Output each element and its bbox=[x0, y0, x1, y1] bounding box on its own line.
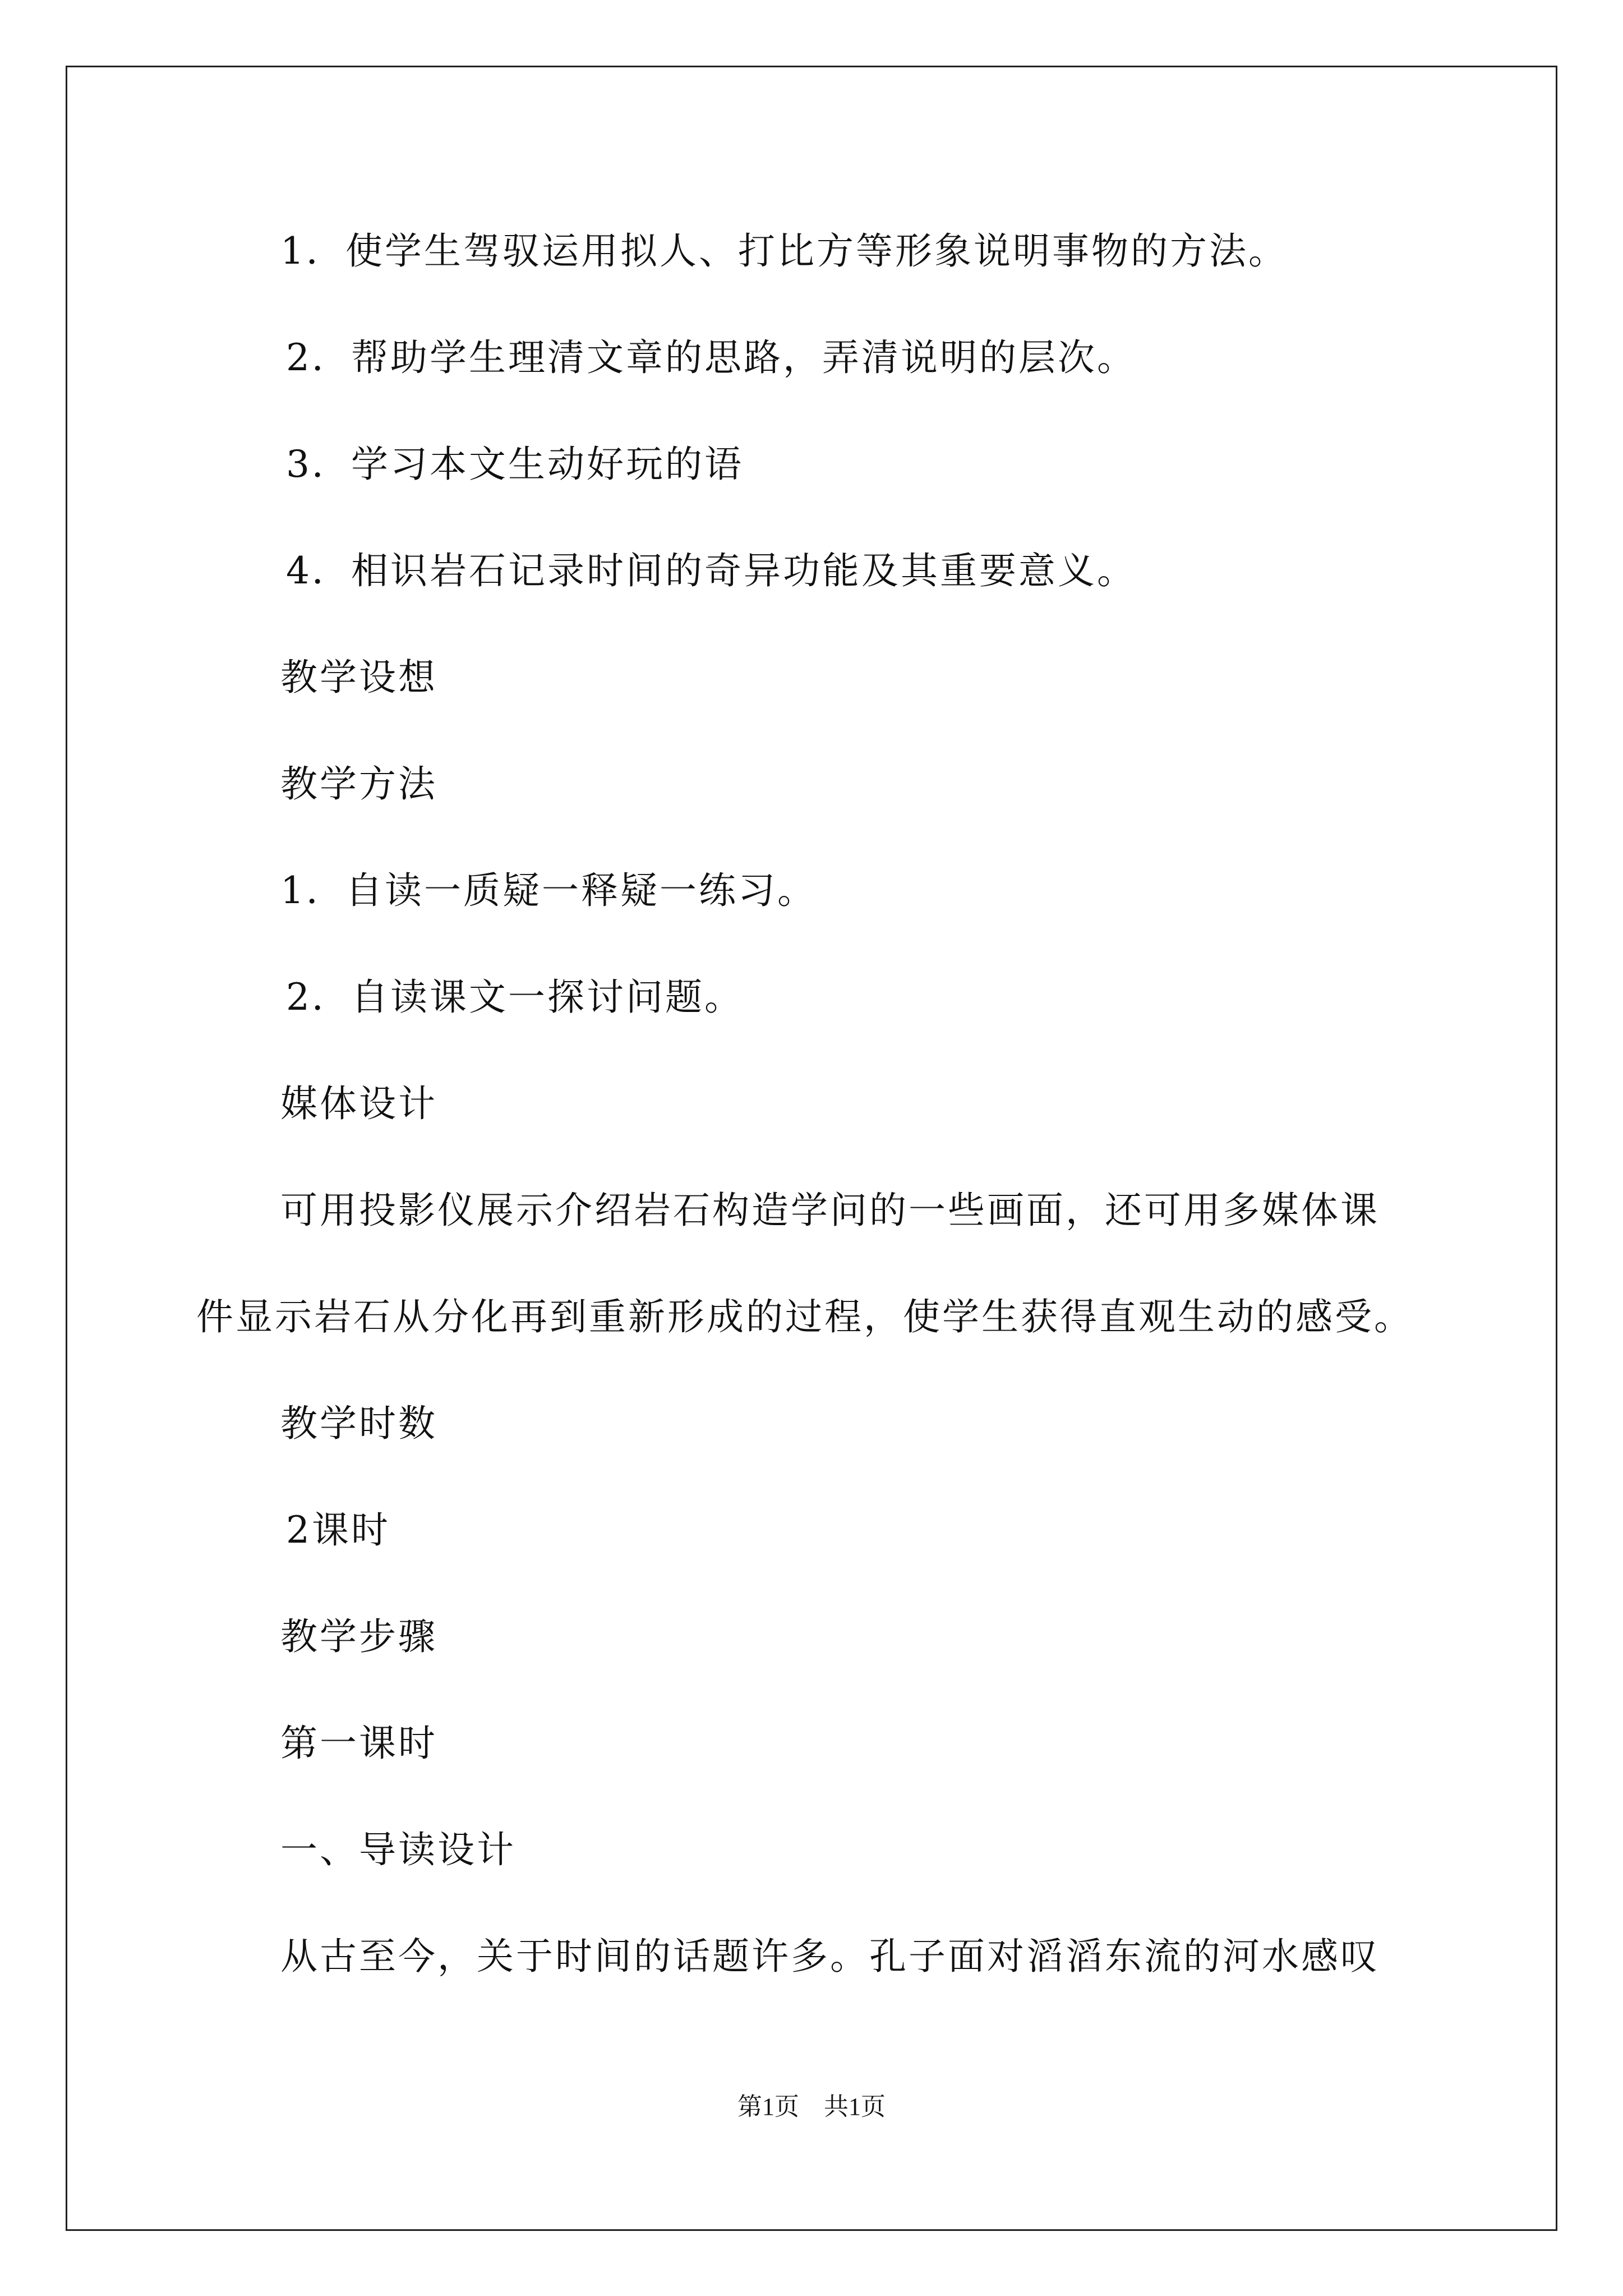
heading-media-design: 媒体设计 bbox=[280, 1082, 437, 1125]
objective-2: 2．帮助学生理清文章的思路，弄清说明的层次。 bbox=[286, 336, 1136, 379]
teaching-hours-value: 2课时 bbox=[286, 1508, 390, 1552]
heading-guided-reading: 一、导读设计 bbox=[280, 1828, 516, 1871]
objective-4: 4．相识岩石记录时间的奇异功能及其重要意义。 bbox=[286, 549, 1136, 592]
heading-teaching-hours: 教学时数 bbox=[280, 1402, 437, 1445]
method-2: 2．自读课文一探讨问题。 bbox=[286, 976, 744, 1019]
intro-paragraph-line-1: 从古至今，关于时间的话题许多。孔子面对滔滔东流的河水感叹 bbox=[280, 1935, 1380, 1978]
method-1: 1．自读一质疑一释疑一练习。 bbox=[280, 869, 817, 912]
page-footer: 第1页 共1页 bbox=[737, 2093, 886, 2120]
heading-teaching-steps: 教学步骤 bbox=[280, 1615, 437, 1658]
objective-3: 3．学习本文生动好玩的语 bbox=[286, 443, 744, 486]
media-paragraph-line-1: 可用投影仪展示介绍岩石构造学问的一些画面，还可用多媒体课 bbox=[280, 1189, 1380, 1232]
media-paragraph-line-2: 件显示岩石从分化再到重新形成的过程，使学生获得直观生动的感受。 bbox=[196, 1295, 1413, 1338]
page-border bbox=[66, 66, 1557, 2231]
heading-first-lesson: 第一课时 bbox=[280, 1722, 437, 1765]
heading-teaching-concept: 教学设想 bbox=[280, 656, 437, 699]
objective-1: 1．使学生驾驭运用拟人、打比方等形象说明事物的方法。 bbox=[280, 229, 1288, 273]
heading-teaching-method: 教学方法 bbox=[280, 762, 437, 806]
